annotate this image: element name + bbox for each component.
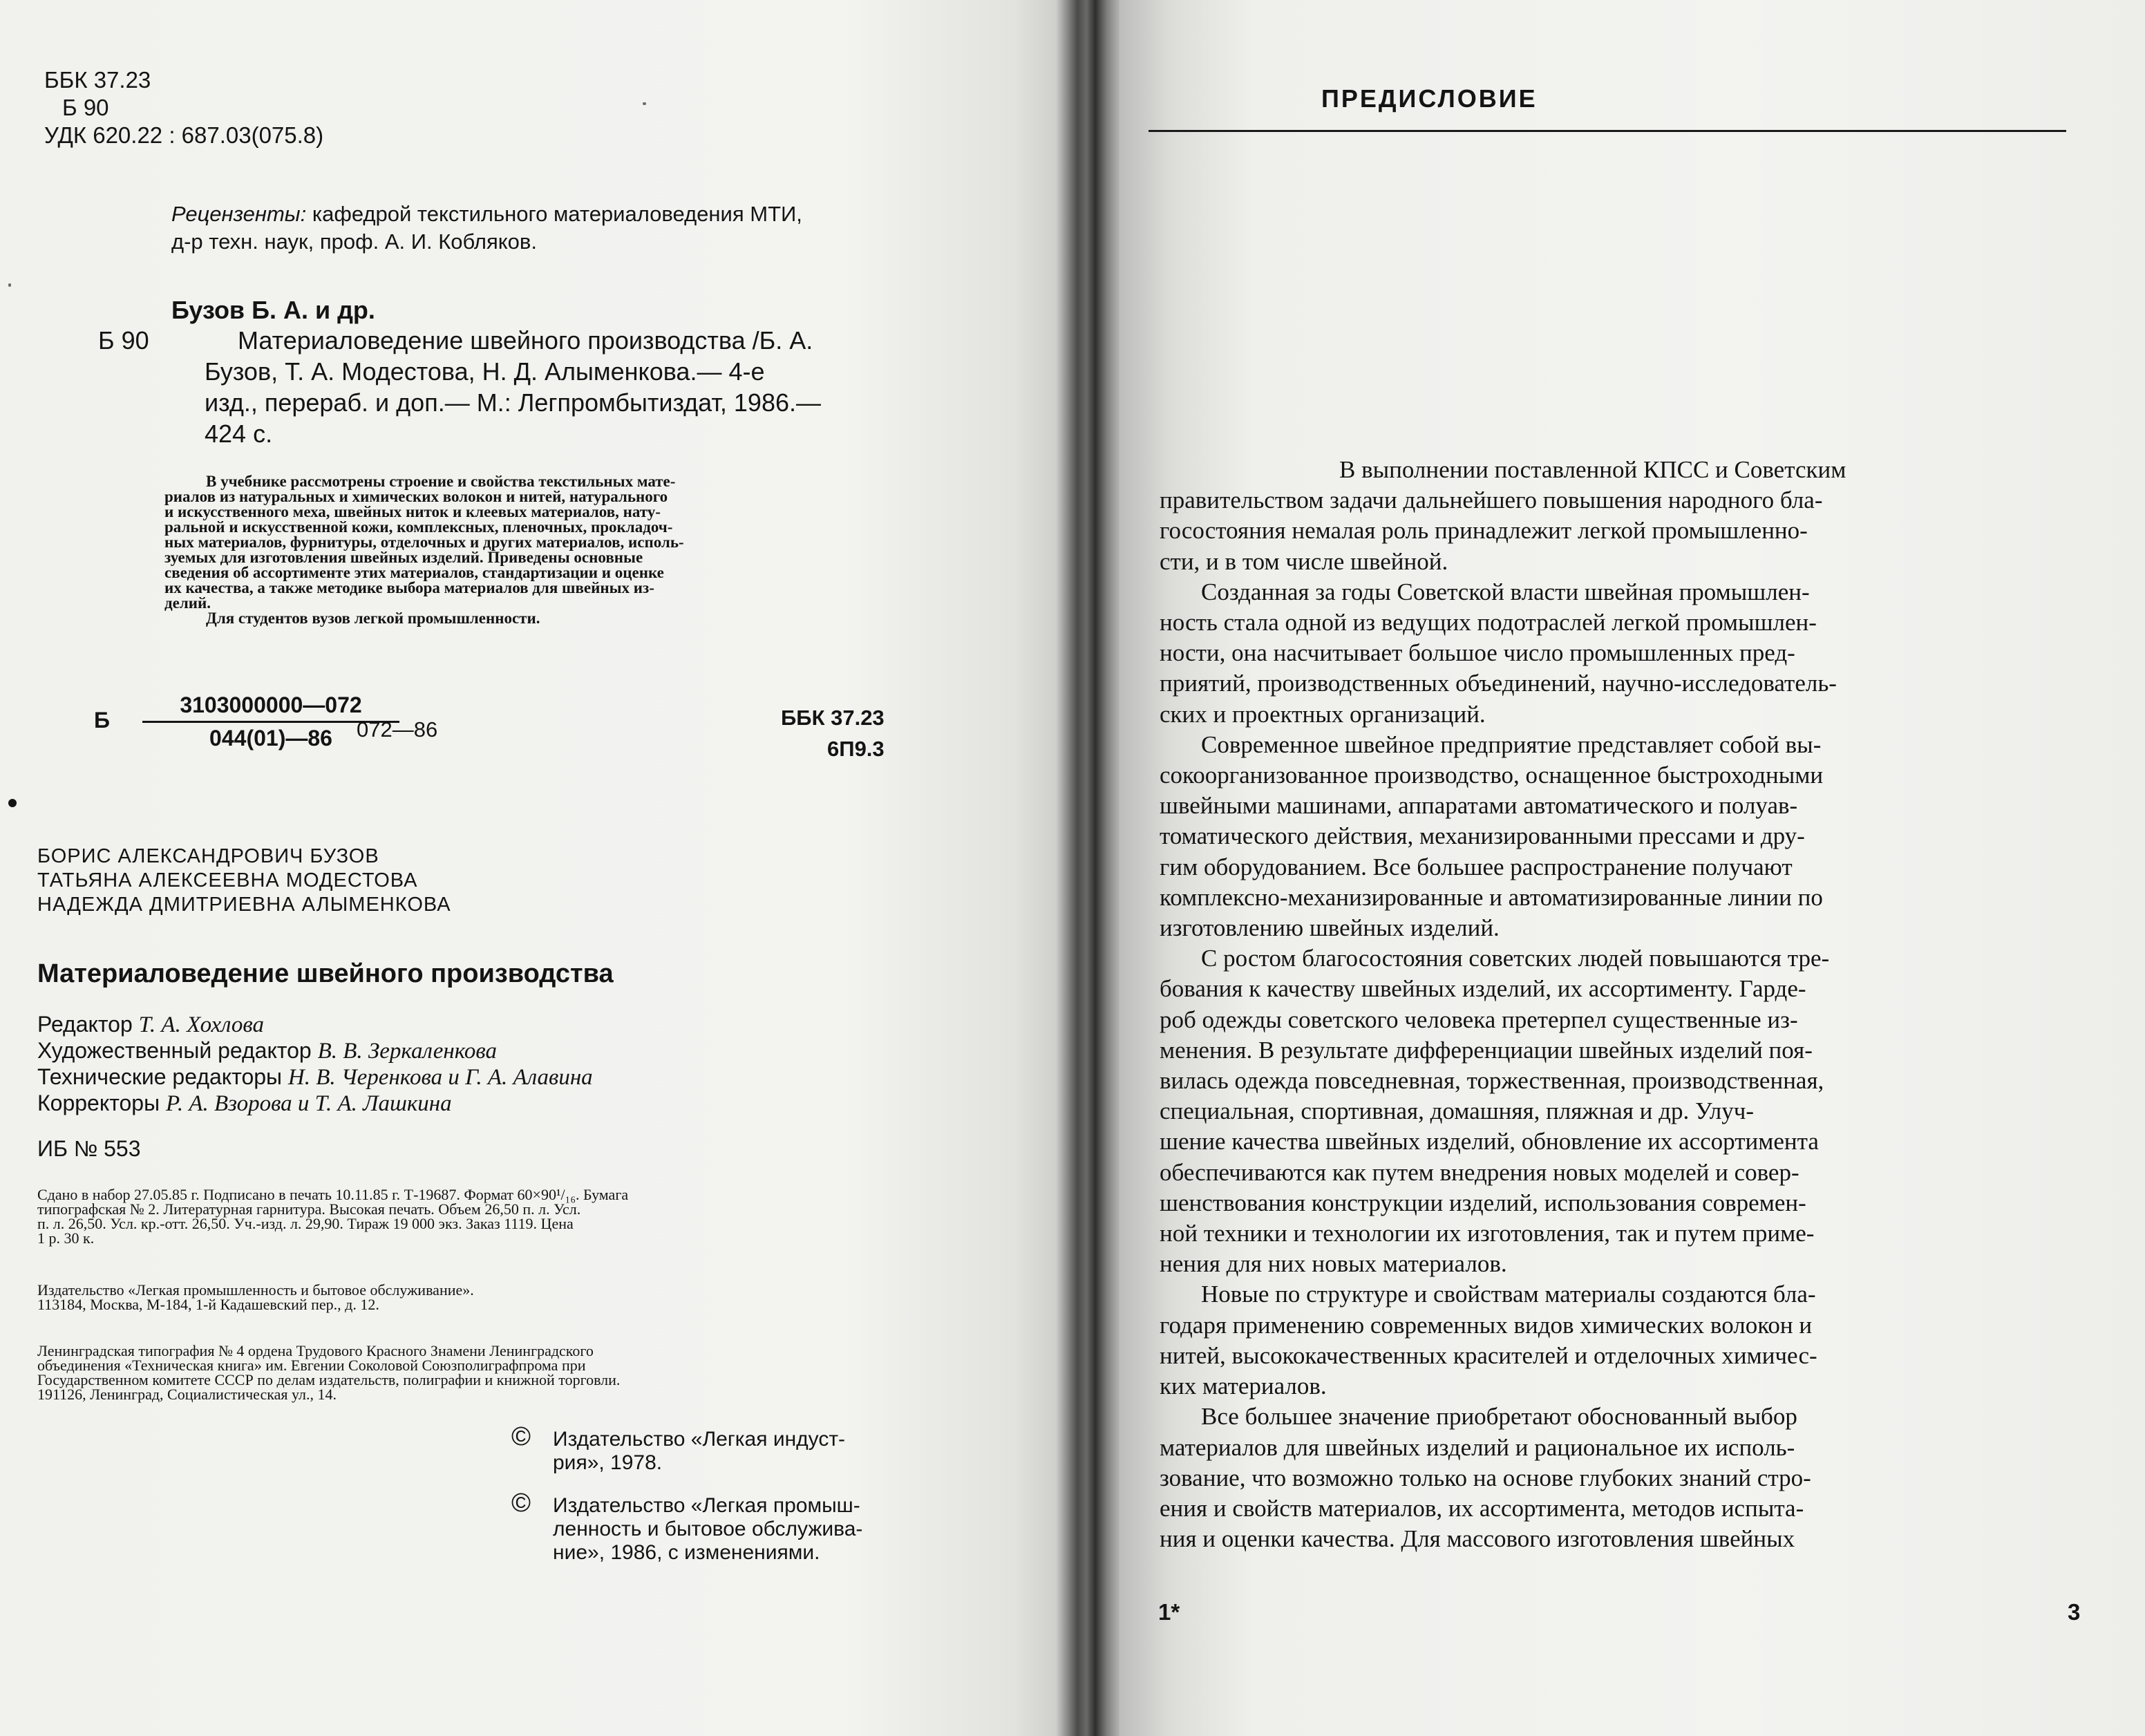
ib-number: ИБ № 553	[37, 1136, 141, 1161]
paper-speck	[8, 283, 11, 287]
printer-details	[37, 1343, 958, 1402]
author-name: ТАТЬЯНА АЛЕКСЕЕВНА МОДЕСТОВА	[37, 869, 418, 891]
annotation-line: В учебнике рассмотрены строение и свойства текстильных мате-	[206, 473, 676, 490]
body-line: гим оборудованием. Все большее распространение получают	[1160, 853, 1793, 880]
annotation-line: делий.	[164, 594, 211, 612]
citation-line: Бузов, Т. А. Модестова, Н. Д. Алыменкова.— 4-е	[205, 357, 765, 386]
printer-line: Государственном комитете СССР по делам издательств, полиграфии и книжной торговли.	[37, 1371, 621, 1388]
body-line: ной техники и технологии их изготовления, так и путем приме-	[1160, 1220, 1815, 1247]
body-line: бования к качеству швейных изделий, их ассортименту. Гарде-	[1160, 975, 1806, 1003]
page-number: 3	[2068, 1599, 2081, 1625]
bibliographic-citation	[205, 325, 896, 449]
editor-line	[37, 1091, 593, 1117]
copyright-line: рия», 1978.	[553, 1451, 663, 1474]
reviewers	[171, 200, 802, 256]
body-line: В выполнении поставленной КПСС и Советским	[1339, 456, 1846, 483]
body-line: сокоорганизованное производство, оснащенное быстроходными	[1160, 762, 1824, 789]
print-line: п. л. 26,50. Усл. кр.-отт. 26,50. Уч.-изд. л. 29,90. Тираж 19 000 экз. Заказ 1119. Цена	[37, 1215, 574, 1232]
reviewers-line: кафедрой текстильного материаловедения МТИ,	[312, 202, 802, 226]
publisher-line: Издательство «Легкая промышленность и бытовое обслуживание».	[37, 1281, 474, 1299]
body-line: менения. В результате дифференциации швейных изделий поя-	[1160, 1036, 1813, 1064]
annotation-line: зуемых для изготовления швейных изделий. Приведены основные	[164, 549, 643, 566]
body-line: ения и свойств материалов, их ассортимента, методов испыта-	[1160, 1494, 1804, 1522]
publisher-line: 113184, Москва, М-184, 1-й Кадашевский пер., д. 12.	[37, 1296, 379, 1313]
body-line: ности, она насчитывает большое число промышленных пред-	[1160, 639, 1795, 667]
reviewers-line: д-р техн. наук, проф. А. И. Кобляков.	[171, 229, 537, 254]
editor-role: Редактор	[37, 1012, 133, 1037]
body-line: нения для них новых материалов.	[1160, 1250, 1507, 1278]
body-line: томатического действия, механизированными прессами и дру-	[1160, 822, 1805, 850]
printer-line: Ленинградская типография № 4 ордена Трудового Красного Знамени Ленинградского	[37, 1342, 594, 1359]
copyright-line: ленность и бытовое обслужива-	[553, 1518, 863, 1540]
editor-line	[37, 1064, 593, 1091]
body-line: ния и оценки качества. Для массового изготовления швейных	[1160, 1525, 1795, 1553]
copyright-line: Издательство «Легкая индуст-	[553, 1428, 846, 1451]
annotation	[164, 474, 905, 626]
printer-line: объединения «Техническая книга» им. Евгении Соколовой Союзполиграфпрома при	[37, 1357, 586, 1374]
paper-speck	[643, 102, 646, 105]
reviewers-label: Рецензенты:	[171, 202, 307, 226]
annotation-line: их качества, а также методике выбора материалов для швейных из-	[164, 579, 654, 596]
fraction-letter: Б	[94, 708, 110, 733]
editor-role: Технические редакторы	[37, 1064, 283, 1089]
annotation-line: риалов из натуральных и химических волокон и нитей, натурального	[164, 488, 668, 505]
editor-names: Н. В. Черенкова и Г. А. Алавина	[287, 1065, 593, 1090]
bbk-code: ББК 37.23	[44, 67, 151, 93]
citation-line: Материаловедение швейного производства /Б. А.	[238, 326, 813, 355]
body-line: ских и проектных организаций.	[1160, 700, 1486, 728]
annotation-line: ных материалов, фурнитуры, отделочных и других материалов, исполь-	[164, 534, 684, 551]
body-line: ность стала одной из ведущих подотраслей легкой промышлен-	[1160, 609, 1817, 636]
preface-body	[1160, 455, 2072, 1554]
catalog-code: Б 90	[98, 326, 149, 355]
citation-line: 424 с.	[205, 419, 273, 448]
classification-codes	[44, 66, 323, 149]
body-line: годаря применению современных видов химических волокон и	[1160, 1311, 1813, 1339]
body-line: Новые по структуре и свойствам материалы создаются бла-	[1201, 1281, 1816, 1308]
body-line: материалов для швейных изделий и рациональное их исполь-	[1160, 1433, 1795, 1461]
fraction-suffix: 072—86	[357, 717, 438, 742]
body-line: правительством задачи дальнейшего повышения народного бла-	[1160, 487, 1823, 514]
right-page-preface	[1119, 0, 2145, 1736]
editor-line	[37, 1038, 593, 1064]
signature-mark: 1*	[1158, 1599, 1180, 1625]
body-line: Созданная за годы Советской власти швейная промышлен-	[1201, 578, 1810, 605]
body-line: зование, что возможно только на основе глубоких знаний стро-	[1160, 1464, 1811, 1491]
body-line: вилась одежда повседневная, торжественная, производственная,	[1160, 1067, 1824, 1095]
annotation-line: ральной и искусственной кожи, комплексных, пленочных, прокладоч-	[164, 518, 673, 536]
body-line: изготовлению швейных изделий.	[1160, 914, 1500, 942]
print-details	[37, 1187, 958, 1245]
body-line: нитей, высококачественных красителей и отделочных химичес-	[1160, 1341, 1817, 1369]
annotation-audience: Для студентов вузов легкой промышленности.	[206, 610, 540, 627]
copyright-line: Издательство «Легкая промыш-	[553, 1494, 860, 1517]
left-page-imprint	[0, 0, 1056, 1736]
udk-code: УДК 620.22 : 687.03(075.8)	[44, 122, 324, 148]
body-line: Современное швейное предприятие представляет собой вы-	[1201, 730, 1822, 758]
body-line: Все большее значение приобретают обоснованный выбор	[1201, 1403, 1797, 1431]
body-line: швейными машинами, аппаратами автоматического и полуав-	[1160, 792, 1798, 820]
editor-names: Р. А. Взорова и Т. А. Лашкина	[165, 1091, 452, 1116]
copyright-icon: ©	[511, 1489, 531, 1518]
print-line: Сдано в набор 27.05.85 г. Подписано в печать 10.11.85 г. Т-19687. Формат 60×90¹/₁₆. Бумага	[37, 1186, 629, 1203]
editor-role: Корректоры	[37, 1091, 160, 1115]
annotation-line: сведения об ассортименте этих материалов, стандартизации и оценке	[164, 564, 664, 581]
body-line: госостояния немалая роль принадлежит легкой промышленно-	[1160, 517, 1808, 545]
index-fraction	[66, 692, 453, 755]
class-codes	[781, 702, 885, 764]
body-line: обеспечиваются как путем внедрения новых моделей и совер-	[1160, 1158, 1799, 1186]
body-line: С ростом благосостояния советских людей повышаются тре-	[1201, 945, 1830, 972]
author-mark: Б 90	[62, 95, 109, 120]
citation-line: изд., перераб. и доп.— М.: Легпромбытиздат, 1986.—	[205, 388, 821, 417]
author-heading: Бузов Б. А. и др.	[171, 296, 375, 324]
editor-names: В. В. Зеркаленкова	[317, 1039, 498, 1064]
body-line: шение качества швейных изделий, обновление их ассортимента	[1160, 1128, 1819, 1155]
fraction-denominator: 044(01)—86	[209, 726, 332, 751]
editor-role: Художественный редактор	[37, 1038, 312, 1063]
body-line: специальная, спортивная, домашняя, пляжная и др. Улуч-	[1160, 1097, 1755, 1125]
body-line: приятий, производственных объединений, научно-исследователь-	[1160, 670, 1837, 697]
body-line: шенствования конструкции изделий, использования современ-	[1160, 1189, 1806, 1216]
heading-rule	[1149, 130, 2066, 132]
annotation-line: и искусственного меха, швейных ниток и клеевых материалов, нату-	[164, 503, 661, 520]
print-line: типографская № 2. Литературная гарнитура. Высокая печать. Объем 26,50 п. л. Усл.	[37, 1200, 581, 1218]
body-line: комплексно-механизированные и автоматизированные линии по	[1160, 883, 1823, 911]
editors-list	[37, 1012, 593, 1117]
print-dot	[8, 799, 17, 807]
author-names	[37, 845, 451, 917]
copyright-line: ние», 1986, с изменениями.	[553, 1541, 820, 1564]
body-line: ких материалов.	[1160, 1372, 1327, 1400]
editor-names: Т. А. Хохлова	[138, 1012, 264, 1037]
body-line: роб одежды советского человека претерпел существенные из-	[1160, 1006, 1798, 1033]
author-name: БОРИС АЛЕКСАНДРОВИЧ БУЗОВ	[37, 845, 379, 867]
book-spine-gutter	[1056, 0, 1119, 1736]
copyright-1986	[511, 1489, 961, 1565]
editor-line	[37, 1012, 593, 1038]
preface-heading: ПРЕДИСЛОВИЕ	[1321, 84, 1538, 113]
author-name: НАДЕЖДА ДМИТРИЕВНА АЛЫМЕНКОВА	[37, 894, 451, 916]
copyright-1978	[511, 1422, 961, 1475]
copyright-icon: ©	[511, 1422, 531, 1451]
print-line: 1 р. 30 к.	[37, 1229, 95, 1247]
bbk-class-code: ББК 37.23	[781, 706, 885, 730]
book-title: Материаловедение швейного производства	[37, 959, 614, 988]
publisher-details	[37, 1283, 958, 1312]
body-line: сти, и в том числе швейной.	[1160, 547, 1448, 575]
fraction-numerator: 3103000000—072	[142, 692, 399, 723]
printer-line: 191126, Ленинград, Социалистическая ул., 14.	[37, 1386, 337, 1403]
subject-class-code: 6П9.3	[827, 737, 885, 761]
